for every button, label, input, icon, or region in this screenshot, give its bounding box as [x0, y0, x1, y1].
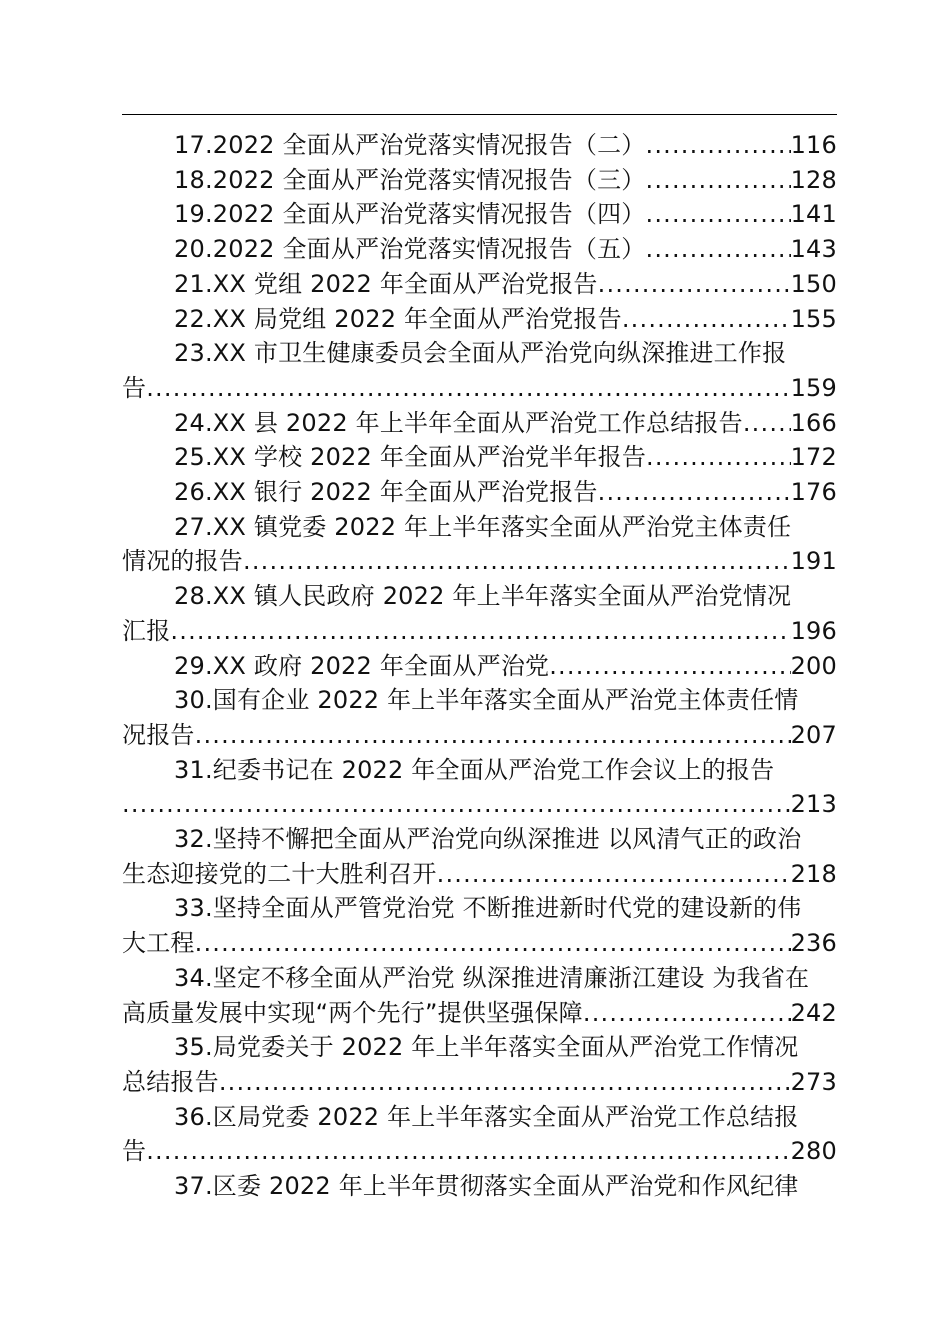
toc-entry-line [122, 1030, 837, 1065]
toc-entry-title: 高质量发展中实现“两个先行”提供坚强保障 [122, 998, 583, 1027]
toc-entry[interactable] [122, 336, 837, 405]
toc-entry-line [122, 406, 837, 441]
toc-page-number: 166 [790, 408, 837, 437]
toc-entry-title: 生态迎接党的二十大胜利召开 [122, 859, 437, 888]
toc-entry-line [122, 857, 837, 892]
toc-entry[interactable] [122, 1100, 837, 1169]
toc-entry-line [122, 475, 837, 510]
toc-entry[interactable] [122, 961, 837, 1030]
toc-entry-title: 37.区委 2022 年上半年贯彻落实全面从严治党和作风纪律 [174, 1172, 799, 1201]
dot-leader [622, 302, 791, 337]
toc-entry[interactable] [122, 406, 837, 441]
dot-leader [598, 475, 791, 510]
toc-page-number: 207 [790, 720, 837, 749]
toc-entry[interactable] [122, 163, 837, 198]
toc-entry-title: 告 [122, 1137, 147, 1166]
toc-entry-title: 20.2022 全面从严治党落实情况报告（五） [174, 235, 646, 264]
toc-entry-title: 27.XX 镇党委 2022 年上半年落实全面从严治党主体责任 [174, 512, 792, 541]
toc-entry-line [122, 1169, 837, 1204]
toc-entry-title: 31.纪委书记在 2022 年全面从严治党工作会议上的报告 [174, 755, 775, 784]
toc-entry[interactable] [122, 579, 837, 648]
toc-entry-line [122, 787, 837, 822]
toc-entry-line [122, 683, 837, 718]
toc-page-number: 242 [790, 998, 837, 1027]
dot-leader [645, 128, 790, 163]
header-rule [122, 114, 837, 115]
toc-page-number: 196 [790, 616, 837, 645]
toc-entry-title: 30.国有企业 2022 年上半年落实全面从严治党主体责任情 [174, 686, 799, 715]
toc-entry[interactable] [122, 683, 837, 752]
toc-page-number: 116 [790, 131, 837, 159]
dot-leader [645, 163, 790, 198]
dot-leader [549, 649, 790, 684]
toc-entry-title: 36.区局党委 2022 年上半年落实全面从严治党工作总结报 [174, 1102, 799, 1131]
toc-entry-line [122, 579, 837, 614]
toc-page-number: 143 [790, 235, 837, 264]
toc-entry[interactable] [122, 267, 837, 302]
toc-entry[interactable] [122, 302, 837, 337]
toc-entry[interactable] [122, 822, 837, 891]
toc-entry-title: 34.坚定不移全面从严治党 纵深推进清廉浙江建设 为我省在 [174, 963, 810, 992]
dot-leader [437, 857, 791, 892]
dot-leader [646, 440, 791, 475]
dot-leader [583, 996, 791, 1031]
dot-leader [146, 371, 790, 406]
toc-entry-title: 32.坚持不懈把全面从严治党向纵深推进 以风清气正的政治 [174, 825, 802, 854]
toc-entry-line [122, 961, 837, 996]
toc-entry[interactable] [122, 510, 837, 579]
toc-entry-title: 况报告 [122, 720, 195, 749]
dot-leader [122, 787, 791, 822]
toc-entry-line [122, 128, 837, 163]
toc-entry-title: 19.2022 全面从严治党落实情况报告（四） [174, 200, 646, 229]
toc-entry-title: 25.XX 学校 2022 年全面从严治党半年报告 [174, 443, 647, 472]
toc-page-number: 236 [790, 929, 837, 958]
toc-entry-title: 总结报告 [122, 1067, 219, 1096]
toc-entry-title: 17.2022 全面从严治党落实情况报告（二） [174, 131, 646, 159]
toc-entry-line [122, 996, 837, 1031]
toc-entry-title: 18.2022 全面从严治党落实情况报告（三） [174, 165, 646, 194]
toc-entry-line [122, 1134, 837, 1169]
toc-entry[interactable] [122, 1030, 837, 1099]
toc-entry-line [122, 336, 837, 371]
toc-page-number: 150 [790, 269, 837, 298]
dot-leader [645, 197, 790, 232]
toc-entry-line [122, 267, 837, 302]
toc-entry-line [122, 544, 837, 579]
dot-leader [170, 614, 790, 649]
toc-entry-title: 29.XX 政府 2022 年全面从严治党 [174, 651, 550, 680]
toc-entry-line [122, 753, 837, 788]
toc-entry-line [122, 163, 837, 198]
dot-leader [195, 718, 791, 753]
dot-leader [598, 267, 791, 302]
toc-entry-title: 26.XX 银行 2022 年全面从严治党报告 [174, 478, 598, 507]
toc-entry-title: 汇报 [122, 616, 171, 645]
toc-entry-line [122, 1065, 837, 1100]
dot-leader [195, 926, 791, 961]
toc-page-number: 155 [790, 304, 837, 333]
dot-leader [146, 1134, 790, 1169]
toc-entry-line [122, 649, 837, 684]
toc-entry[interactable] [122, 649, 837, 684]
toc-page-number: 159 [790, 373, 837, 402]
dot-leader [219, 1065, 791, 1100]
toc-entry-title: 33.坚持全面从严管党治党 不断推进新时代党的建设新的伟 [174, 894, 802, 923]
toc-page-number: 176 [790, 478, 837, 507]
toc-entry-line [122, 891, 837, 926]
toc-entry-title: 35.局党委关于 2022 年上半年落实全面从严治党工作情况 [174, 1033, 799, 1062]
toc-page-number: 128 [790, 165, 837, 194]
toc-entry-line [122, 926, 837, 961]
toc-entry-title: 23.XX 市卫生健康委员会全面从严治党向纵深推进工作报 [174, 339, 787, 368]
toc-entry-title: 24.XX 县 2022 年上半年全面从严治党工作总结报告 [174, 408, 743, 437]
dot-leader [645, 232, 790, 267]
toc-entry[interactable] [122, 891, 837, 960]
toc-entry-title: 21.XX 党组 2022 年全面从严治党报告 [174, 269, 598, 298]
toc-entry-line [122, 614, 837, 649]
toc-page-number: 200 [790, 651, 837, 680]
table-of-contents [122, 128, 837, 1204]
toc-page-number: 273 [790, 1067, 837, 1096]
toc-entry-title: 情况的报告 [122, 547, 243, 576]
toc-entry-line [122, 197, 837, 232]
toc-entry[interactable] [122, 440, 837, 475]
toc-entry[interactable] [122, 475, 837, 510]
toc-page-number: 172 [790, 443, 837, 472]
toc-entry-title: 22.XX 局党组 2022 年全面从严治党报告 [174, 304, 622, 333]
toc-page-number: 141 [790, 200, 837, 229]
toc-entry[interactable] [122, 1169, 837, 1204]
dot-leader [743, 406, 791, 441]
toc-entry-line [122, 232, 837, 267]
toc-entry[interactable] [122, 753, 837, 822]
toc-entry[interactable] [122, 128, 837, 163]
toc-entry-line [122, 510, 837, 545]
toc-page-number: 280 [790, 1137, 837, 1166]
toc-entry-line [122, 371, 837, 406]
toc-entry[interactable] [122, 232, 837, 267]
toc-entry-line [122, 1100, 837, 1135]
toc-page-number: 213 [790, 790, 837, 819]
toc-entry[interactable] [122, 197, 837, 232]
toc-entry-line [122, 822, 837, 857]
dot-leader [243, 544, 791, 579]
toc-page-number: 191 [790, 547, 837, 576]
toc-entry-title: 28.XX 镇人民政府 2022 年上半年落实全面从严治党情况 [174, 582, 792, 611]
toc-entry-line [122, 440, 837, 475]
toc-entry-title: 大工程 [122, 929, 195, 958]
toc-entry-line [122, 302, 837, 337]
toc-entry-line [122, 718, 837, 753]
toc-entry-title: 告 [122, 373, 147, 402]
toc-page-number: 218 [790, 859, 837, 888]
